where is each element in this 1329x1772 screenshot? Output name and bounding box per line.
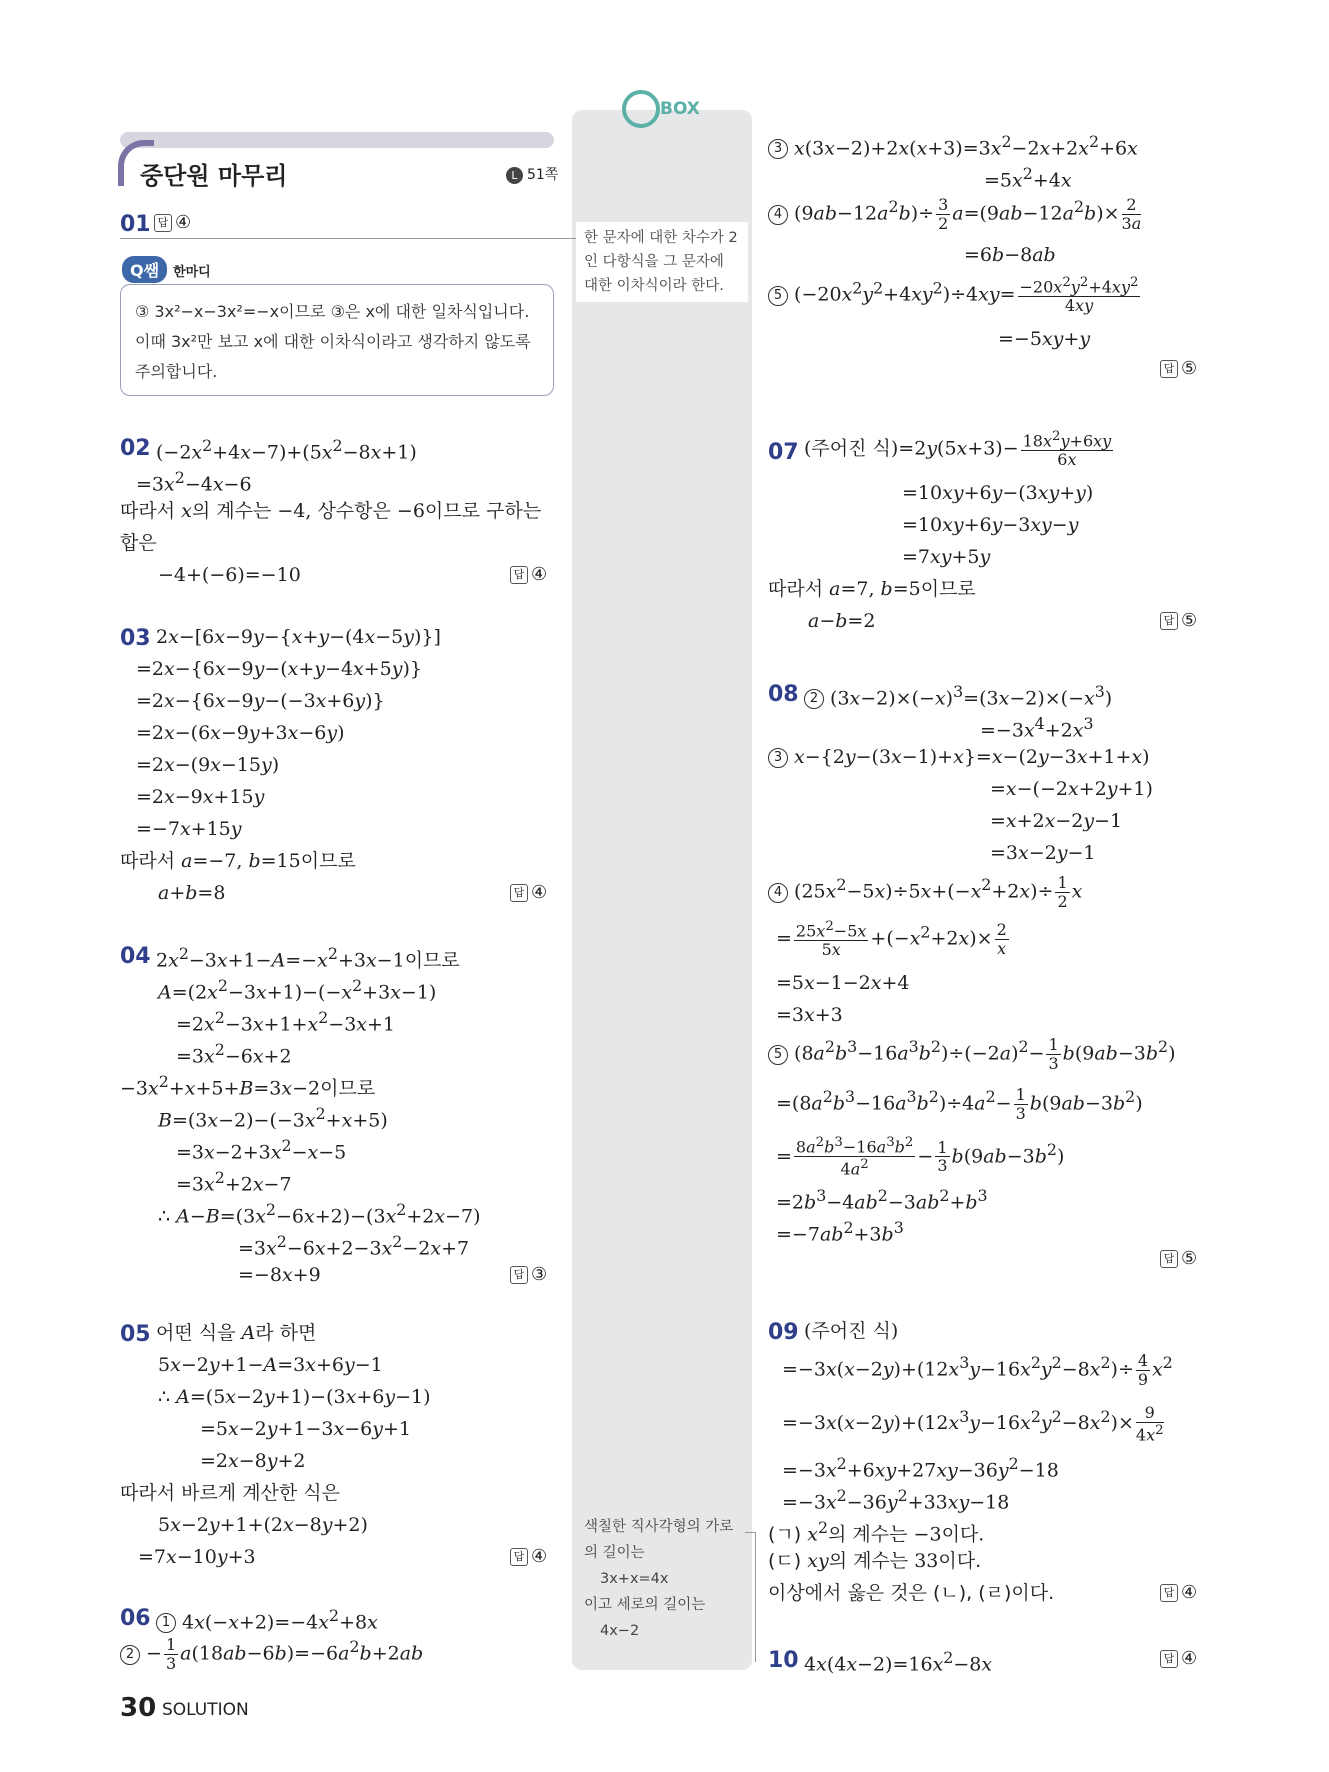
problem-10-number: 10 xyxy=(768,1648,799,1673)
answer-label-icon: 답 xyxy=(510,566,528,584)
math-line: 1 $4x(-x+2)=-4x^2+8x$ xyxy=(156,1608,378,1633)
math-line: $=-3x^4+2x^3$ xyxy=(980,714,1094,742)
math-line: = $\frac{25x^2-5x}{5x}$ $+(-x^2+2x)\times$ $\frac{2}{x}$ xyxy=(776,919,1007,959)
math-line: =2x−{6x−9y−(−3x+6y)} xyxy=(136,690,385,712)
note2-line-d: 4x−2 xyxy=(600,1623,640,1639)
math-line: (ㄱ) $x^2$의 계수는 −3이다. xyxy=(768,1518,985,1546)
math-line: =2x−(9x−15y) xyxy=(136,754,280,776)
math-line: $=3x^2+2x-7$ xyxy=(176,1168,292,1196)
answer-07 xyxy=(1160,612,1197,630)
problem-05-number: 05 xyxy=(120,1322,151,1347)
answer-01-value: ④ xyxy=(175,212,192,233)
page-number: 30 xyxy=(120,1693,157,1723)
math-line: (주어진 식) xyxy=(804,1320,899,1342)
math-line: =6b−8ab xyxy=(964,244,1056,266)
problem-01-number: 01 xyxy=(120,212,151,237)
math-line: $=5x^2+4x$ xyxy=(984,164,1072,192)
note2-line-a: 색칠한 직사각형의 가로의 길이는 xyxy=(584,1519,734,1561)
math-line: =−7x+15y xyxy=(136,818,242,840)
answer-label-icon: 답 xyxy=(510,884,528,902)
qssam-title: 한마디 xyxy=(173,265,211,280)
math-line: ∴ $A-B=(3x^2-6x+2)-(3x^2+2x-7)$ xyxy=(158,1200,481,1228)
math-line: 2 − $\frac{1}{3}$ $a(18ab-6b)=-6a^2b+2ab$ xyxy=(120,1636,423,1673)
qbox-logo xyxy=(622,90,700,128)
note2-line-c: 이고 세로의 길이는 xyxy=(584,1597,706,1613)
answer-label-icon: 답 xyxy=(1160,1250,1178,1268)
math-line: 5 $(8a^2b^3-16a^3b^2)\div(-2a)^2-$ $\frac{1}{3}$ $b(9ab-3b^2)$ xyxy=(768,1036,1176,1073)
math-line: 4 $(25x^2-5x)\div 5x+(-x^2+2x)\div$ $\frac{1}{2}$ x xyxy=(768,874,1082,911)
answer-02 xyxy=(510,566,547,584)
math-line: 4 $(9ab-12a^2b)\div$ $\frac{3}{2}$ $a=(9ab-12a^2b)\times$ $\frac{2}{3a}$ xyxy=(768,196,1143,233)
title-bar xyxy=(120,132,554,148)
math-line: 따라서 a=7, b=5이므로 xyxy=(768,578,976,600)
math-line: $(-2x^2+4x-7)+(5x^2-8x+1)$ xyxy=(156,436,417,464)
math-line: $=3x-2+3x^2-x-5$ xyxy=(176,1136,347,1164)
problem-04-number: 04 xyxy=(120,944,151,969)
math-line: =x+2x−2y−1 xyxy=(990,810,1123,832)
math-line: $=-3x(x-2y)+(12x^3y-16x^2y^2-8x^2)\times$ $\frac{9}{4x^2}$ xyxy=(782,1403,1164,1444)
answer-label-icon: 답 xyxy=(154,214,172,232)
math-line: 어떤 식을 A라 하면 xyxy=(156,1322,317,1344)
qbox-note-1: 한 문자에 대한 차수가 2인 다항식을 그 문자에 대한 이차식이라 한다. xyxy=(576,222,748,302)
answer-label-icon: 답 xyxy=(1160,1650,1178,1668)
page-ref-text: 51쪽 xyxy=(527,167,559,183)
math-line: $=(8a^2b^3-16a^3b^2)\div 4a^2-$ $\frac{1}{3}$ $b(9ab-3b^2)$ xyxy=(776,1085,1143,1123)
qbox-strip xyxy=(572,110,752,1670)
answer-09 xyxy=(1160,1584,1197,1602)
problem-08-number: 08 xyxy=(768,682,799,707)
connector-line xyxy=(120,238,576,239)
math-line: =2x−{6x−9y−(x+y−4x+5y)} xyxy=(136,658,423,680)
qbox-label: BOX xyxy=(660,99,700,119)
math-line: $=3x^2-6x+2-3x^2-2x+7$ xyxy=(238,1232,470,1260)
problem-07-number: 07 xyxy=(768,440,799,465)
answer-10 xyxy=(1160,1650,1197,1668)
answer-05 xyxy=(510,1548,547,1566)
math-line: $=-3x^2-36y^2+33xy-18$ xyxy=(782,1486,1010,1514)
answer-04 xyxy=(510,1266,547,1284)
answer-10-value: ④ xyxy=(1181,1648,1198,1669)
math-line: a−b=2 xyxy=(808,610,876,632)
answer-01 xyxy=(154,214,191,232)
math-line: 3 x−{2y−(3x−1)+x}=x−(2y−3x+1+x) xyxy=(768,748,1150,768)
answer-label-icon: 답 xyxy=(510,1266,528,1284)
answer-03 xyxy=(510,884,547,902)
math-line: =10xy+6y−(3xy+y) xyxy=(902,482,1094,504)
math-line: 2 $(3x-2)\times(-x)^3=(3x-2)\times(-x^3)$ xyxy=(804,684,1112,709)
math-line: 따라서 x의 계수는 −4, 상수항은 −6이므로 구하는 xyxy=(120,500,542,522)
answer-08 xyxy=(1160,1250,1197,1268)
footer-label: SOLUTION xyxy=(162,1700,249,1720)
math-line: =7xy+5y xyxy=(902,546,991,568)
answer-04-value: ③ xyxy=(531,1264,548,1285)
q-logo-icon xyxy=(622,90,660,128)
math-line: =2x−(6x−9y+3x−6y) xyxy=(136,722,345,744)
math-line: 5x−2y+1−A=3x+6y−1 xyxy=(158,1354,383,1376)
math-line: 5x−2y+1+(2x−8y+2) xyxy=(158,1514,368,1536)
problem-02-number: 02 xyxy=(120,436,151,461)
math-line: $=2x^2-3x+1+x^2-3x+1$ xyxy=(176,1008,396,1036)
answer-06-value: ⑤ xyxy=(1181,358,1198,379)
note2-line-b: 3x+x=4x xyxy=(600,1571,669,1587)
math-line: = $\frac{8a^2b^3-16a^3b^2}{4a^2}$ − $\frac{1}{3}$ $b(9ab-3b^2)$ xyxy=(776,1135,1065,1179)
qssam-tip-header xyxy=(122,256,211,283)
math-line: (주어진 식)=2y(5x+3)− $\frac{18x^2y+6xy}{6x}$ xyxy=(804,429,1112,469)
math-line: $A=(2x^2-3x+1)-(-x^2+3x-1)$ xyxy=(158,976,437,1004)
math-line: =−8x+9 xyxy=(238,1264,321,1286)
connector-line-3 xyxy=(755,1532,756,1662)
answer-06 xyxy=(1160,360,1197,378)
math-line: −4+(−6)=−10 xyxy=(158,564,301,586)
math-line: $-3x^2+x+5+B=3x-2$이므로 xyxy=(120,1072,376,1100)
math-line: 이상에서 옳은 것은 (ㄴ), (ㄹ)이다. xyxy=(768,1582,1055,1604)
math-line: $=3x^2-6x+2$ xyxy=(176,1040,292,1068)
tip-box: ③ 3x²−x−3x²=−x이므로 ③은 x에 대한 일차식입니다. 이때 3x²만 보고 x에 대한 이차식이라고 생각하지 않도록 주의합니다. xyxy=(120,284,554,396)
math-line: (ㄷ) xy의 계수는 33이다. xyxy=(768,1550,982,1572)
math-line: =10xy+6y−3xy−y xyxy=(902,514,1079,536)
answer-07-value: ⑤ xyxy=(1181,610,1198,631)
math-line: 합은 xyxy=(120,532,157,554)
answer-label-icon: 답 xyxy=(1160,360,1178,378)
qssam-tag: Q쌤 xyxy=(122,256,167,283)
page-title: 중단원 마무리 xyxy=(140,162,288,190)
math-line: 5 $(-20x^2y^2+4xy^2)\div 4xy=$ $\frac{-20x^2y^2+4xy^2}{4xy}$ xyxy=(768,276,1142,315)
math-line: =3x+3 xyxy=(776,1004,843,1026)
page-reference xyxy=(506,164,558,184)
answer-08-value: ⑤ xyxy=(1181,1248,1198,1269)
problem-06-number: 06 xyxy=(120,1606,151,1631)
problem-09-number: 09 xyxy=(768,1320,799,1345)
math-line: =3x−2y−1 xyxy=(990,842,1096,864)
math-line: =7x−10y+3 xyxy=(138,1546,256,1568)
math-line: $=3x^2-4x-6$ xyxy=(136,468,252,496)
math-line: $=-7ab^2+3b^3$ xyxy=(776,1218,904,1246)
math-line: 따라서 바르게 계산한 식은 xyxy=(120,1482,341,1504)
lesson-icon: L xyxy=(506,167,523,184)
answer-label-icon: 답 xyxy=(1160,1584,1178,1602)
math-line: =5x−2y+1−3x−6y+1 xyxy=(200,1418,411,1440)
answer-09-value: ④ xyxy=(1181,1582,1198,1603)
math-line: =−5xy+y xyxy=(998,328,1091,350)
answer-03-value: ④ xyxy=(531,882,548,903)
answer-label-icon: 답 xyxy=(1160,612,1178,630)
math-line: =x−(−2x+2y+1) xyxy=(990,778,1153,800)
math-line: $=2b^3-4ab^2-3ab^2+b^3$ xyxy=(776,1186,988,1214)
qbox-note-2 xyxy=(576,1510,748,1648)
math-line: a+b=8 xyxy=(158,882,226,904)
math-line: =2x−9x+15y xyxy=(136,786,265,808)
answer-05-value: ④ xyxy=(531,1546,548,1567)
math-line: $4x(4x-2)=16x^2-8x$ xyxy=(804,1648,993,1676)
answer-label-icon: 답 xyxy=(510,1548,528,1566)
math-line: 2x−[6x−9y−{x+y−(4x−5y)}] xyxy=(156,626,441,648)
connector-line-2 xyxy=(745,1532,755,1533)
answer-02-value: ④ xyxy=(531,564,548,585)
math-line: =5x−1−2x+4 xyxy=(776,972,910,994)
math-line: $=-3x(x-2y)+(12x^3y-16x^2y^2-8x^2)\div$ $\frac{4}{9}$ $x^2$ xyxy=(782,1351,1173,1389)
math-line: $2x^2-3x+1-A=-x^2+3x-1$이므로 xyxy=(156,944,460,972)
math-line: 따라서 a=−7, b=15이므로 xyxy=(120,850,356,872)
math-line: =2x−8y+2 xyxy=(200,1450,306,1472)
math-line: $B=(3x-2)-(-3x^2+x+5)$ xyxy=(158,1104,388,1132)
math-line: ∴ A=(5x−2y+1)−(3x+6y−1) xyxy=(158,1386,431,1408)
math-line: $=-3x^2+6xy+27xy-36y^2-18$ xyxy=(782,1454,1059,1482)
math-line: 3 $x(3x-2)+2x(x+3)=3x^2-2x+2x^2+6x$ xyxy=(768,134,1138,159)
problem-03-number: 03 xyxy=(120,626,151,651)
